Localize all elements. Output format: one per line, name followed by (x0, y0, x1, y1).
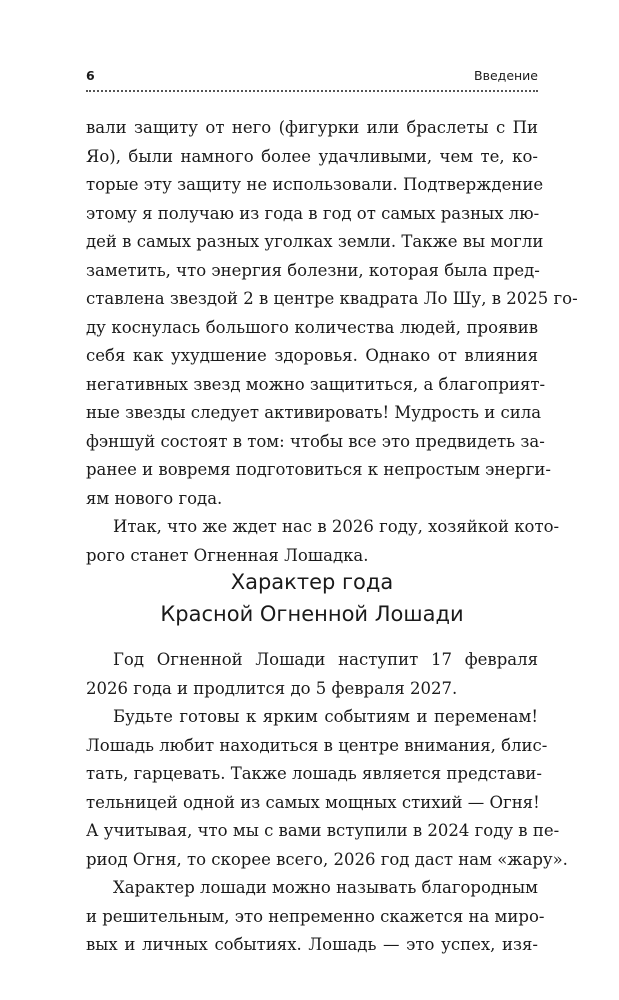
text-line: и решительным, это непременно скажется на миро- (86, 906, 545, 926)
text-line: Итак, что же ждет нас в 2026 году, хозяйкой кото- (113, 517, 560, 536)
text-line: ные звезды следует активировать! Мудрость и сила (86, 403, 542, 422)
text-line: рого станет Огненная Лошадка. (86, 545, 369, 565)
dotted-divider (86, 90, 538, 92)
text-line: тельницей одной из самых мощных стихий — Огня! (86, 792, 540, 812)
text-line: Год Огненной Лошади наступит 17 февраля (113, 650, 538, 669)
running-header (86, 68, 538, 86)
text-line: Яо), были намного более удачливыми, чем те, ко- (86, 146, 538, 166)
heading-line-1: Характер года (230, 570, 394, 594)
text-line: ям нового года. (86, 488, 223, 508)
text-line: 2026 года и продлится до 5 февраля 2027. (86, 678, 458, 698)
page-number: 6 (86, 68, 95, 83)
text-line: себя как ухудшение здоровья. Однако от влияния (86, 346, 538, 365)
text-line: риод Огня, то скорее всего, 2026 год даст нам «жару». (86, 849, 568, 869)
text-line: торые эту защиту не использовали. Подтверждение (86, 175, 544, 194)
body-text-bottom (86, 646, 568, 960)
text-line: фэншуй состоят в том: чтобы все это предвидеть за- (86, 431, 545, 451)
text-line: Характер лошади можно называть благородным (113, 878, 539, 897)
text-line: Лошадь любит находиться в центре внимания, блис- (86, 735, 548, 755)
text-line: этому я получаю из года в год от самых разных лю- (86, 203, 540, 223)
text-line: вых и личных событиях. Лошадь — это успех, изя- (86, 935, 538, 954)
text-line: тать, гарцевать. Также лошадь является представи- (86, 764, 542, 783)
chapter-heading (86, 566, 538, 630)
text-line: негативных звезд можно защититься, а благоприят- (86, 374, 546, 394)
text-line: ставлена звездой 2 в центре квадрата Ло Шу, в 2025 го- (86, 289, 578, 308)
text-line: Будьте готовы к ярким событиям и переменам! (113, 707, 538, 726)
text-line: ду коснулась большого количества людей, проявив (86, 317, 538, 337)
text-line: дей в самых разных уголках земли. Также вы могли (86, 232, 544, 251)
heading-line-2: Красной Огненной Лошади (160, 602, 464, 626)
text-line: А учитывая, что мы с вами вступили в 2024 году в пе- (86, 821, 560, 840)
body-text-top (86, 114, 578, 570)
text-line: ранее и вовремя подготовиться к непростым энерги- (86, 460, 551, 479)
section-title: Введение (474, 68, 538, 83)
text-line: вали защиту от него (фигурки или браслеты с Пи (86, 118, 538, 137)
text-line: заметить, что энергия болезни, которая была пред- (86, 260, 540, 280)
